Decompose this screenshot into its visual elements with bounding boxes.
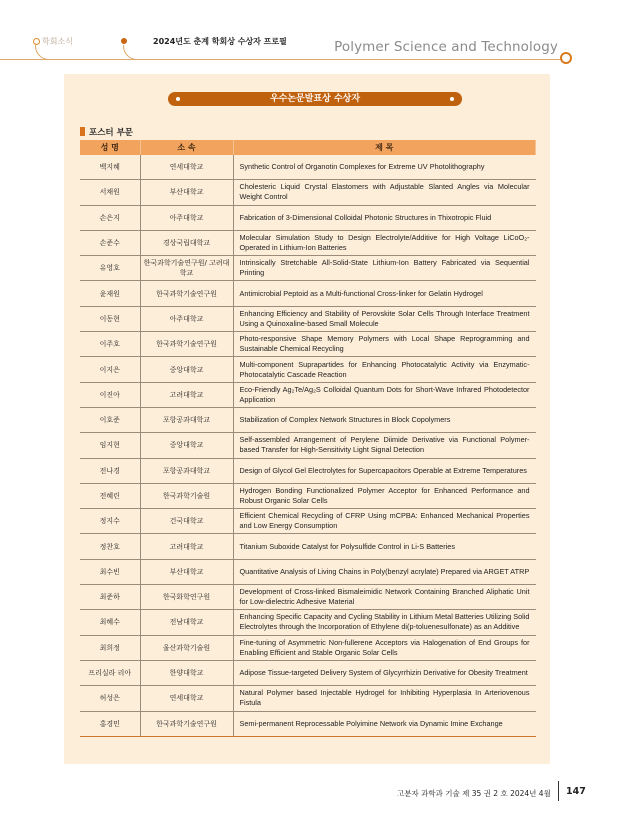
paper-title: Natural Polymer based Injectable Hydrogel for Inhibiting Hyperplasia In Arteriovenous Fistula bbox=[233, 686, 536, 711]
awardee-name: 윤재원 bbox=[80, 281, 140, 306]
paper-title: Cholesteric Liquid Crystal Elastomers with Adjustable Slanted Angles via Molecular Weight Control bbox=[233, 180, 536, 205]
paper-title: Fine-tuning of Asymmetric Non-fullerene Acceptors via Halogenation of End Groups for Enabling Efficient and Stable Organic Solar Cells bbox=[233, 635, 536, 660]
header-rule bbox=[0, 59, 565, 60]
table-row bbox=[80, 585, 536, 610]
breadcrumb-article: 2024년도 춘계 학회상 수상자 프로필 bbox=[153, 37, 287, 46]
table-row bbox=[80, 155, 536, 180]
paper-title: Molecular Simulation Study to Design Electrolyte/Additive for High Voltage LiCoO₂-Operated in Lithium-Ion Batteries bbox=[233, 230, 536, 255]
awardee-affiliation: 연세대학교 bbox=[140, 155, 233, 180]
awardee-name: 전혜린 bbox=[80, 483, 140, 508]
footer-divider bbox=[558, 781, 559, 801]
awardee-affiliation: 포항공과대학교 bbox=[140, 407, 233, 432]
awardee-affiliation: 연세대학교 bbox=[140, 686, 233, 711]
awardee-name: 이지은 bbox=[80, 357, 140, 382]
paper-title: Quantitative Analysis of Living Chains in Poly(benzyl acrylate) Prepared via ARGET ATRP bbox=[233, 559, 536, 584]
awardee-affiliation: 아주대학교 bbox=[140, 205, 233, 230]
awardee-name: 최희정 bbox=[80, 635, 140, 660]
table-header-row bbox=[80, 140, 536, 155]
awardees-table bbox=[80, 140, 536, 737]
awardee-name: 최준하 bbox=[80, 585, 140, 610]
awards-panel bbox=[64, 74, 550, 764]
awardee-name: 이진아 bbox=[80, 382, 140, 407]
paper-title: Eco-Friendly Ag₂Te/Ag₂S Colloidal Quantum Dots for Short-Wave Infrared Photodetector Application bbox=[233, 382, 536, 407]
table-row bbox=[80, 534, 536, 559]
paper-title: Hydrogen Bonding Functionalized Polymer Acceptor for Enhanced Performance and Robust Organic Solar Cells bbox=[233, 483, 536, 508]
footer-citation: 고분자 과학과 기술 제 35 권 2 호 2024년 4월 bbox=[397, 789, 551, 798]
table-row bbox=[80, 332, 536, 357]
table-row bbox=[80, 509, 536, 534]
banner-dot-icon bbox=[176, 97, 180, 101]
paper-title: Intrinsically Stretchable All-Solid-State Lithium-Ion Battery Fabricated via Sequential Printing bbox=[233, 256, 536, 281]
table-row bbox=[80, 458, 536, 483]
banner-title bbox=[168, 92, 462, 106]
table-row bbox=[80, 433, 536, 458]
table-row bbox=[80, 610, 536, 635]
awardee-name: 프리실라 리아 bbox=[80, 660, 140, 685]
section-square-icon bbox=[80, 127, 85, 136]
paper-title: Design of Glycol Gel Electrolytes for Supercapacitors Operable at Extreme Temperatures bbox=[233, 458, 536, 483]
paper-title: Self-assembled Arrangement of Perylene Diimide Derivative via Functional Polymer-based Transfer for High-Sensitivity Light Signal Detection bbox=[233, 433, 536, 458]
section-title: 포스터 부문 bbox=[89, 128, 134, 138]
banner-text: 우수논문발표상 수상자 bbox=[269, 94, 361, 104]
awardee-affiliation: 포항공과대학교 bbox=[140, 458, 233, 483]
awardee-name: 홍경민 bbox=[80, 711, 140, 736]
awardee-affiliation: 한국과학기술연구원/ 고려대학교 bbox=[140, 256, 233, 281]
paper-title: Efficient Chemical Recycling of CFRP Using mCPBA: Enhanced Mechanical Properties and Low Energy Consumption bbox=[233, 509, 536, 534]
column-header-title: 제 목 bbox=[233, 140, 536, 155]
table-row bbox=[80, 686, 536, 711]
awardee-name: 이동현 bbox=[80, 306, 140, 331]
awardee-affiliation: 부산대학교 bbox=[140, 180, 233, 205]
awardee-name: 서채원 bbox=[80, 180, 140, 205]
table-row bbox=[80, 281, 536, 306]
awardee-name: 손준수 bbox=[80, 230, 140, 255]
table-row bbox=[80, 180, 536, 205]
table-row bbox=[80, 407, 536, 432]
awardee-affiliation: 전남대학교 bbox=[140, 610, 233, 635]
paper-title: Titanium Suboxide Catalyst for Polysulfide Control in Li-S Batteries bbox=[233, 534, 536, 559]
paper-title: Multi-component Suprapartides for Enhancing Photocatalytic Activity via Enzymatic-Photocatalytic Cascade Reaction bbox=[233, 357, 536, 382]
paper-title: Fabrication of 3-Dimensional Colloidal Photonic Structures in Thixotropic Fluid bbox=[233, 205, 536, 230]
paper-title: Enhancing Specific Capacity and Cycling Stability in Lithium Metal Batteries Utilizing Solid Electrolytes through the Incorporation of Ethylene di(p-toluenesulfonate) as an Additive bbox=[233, 610, 536, 635]
awardee-affiliation: 울산과학기술원 bbox=[140, 635, 233, 660]
table-row bbox=[80, 483, 536, 508]
column-header-name: 성 명 bbox=[80, 140, 140, 155]
paper-title: Enhancing Efficiency and Stability of Perovskite Solar Cells Through Interface Treatment Using a Quinoxaline-based Small Molecule bbox=[233, 306, 536, 331]
awardee-affiliation: 경상국립대학교 bbox=[140, 230, 233, 255]
column-header-affiliation: 소 속 bbox=[140, 140, 233, 155]
table-row bbox=[80, 205, 536, 230]
awardee-name: 최혜수 bbox=[80, 610, 140, 635]
table-row bbox=[80, 559, 536, 584]
journal-name: Polymer Science and Technology bbox=[334, 39, 558, 55]
paper-title: Development of Cross-linked Bismaleimidic Network Containing Branched Aliphatic Unit for Low-dielectric Adhesive Material bbox=[233, 585, 536, 610]
awardee-affiliation: 중앙대학교 bbox=[140, 357, 233, 382]
awardee-name: 유영호 bbox=[80, 256, 140, 281]
table-row bbox=[80, 357, 536, 382]
rule-end-ring-icon bbox=[560, 52, 572, 64]
breadcrumb-section[interactable]: 학회소식 bbox=[42, 37, 73, 46]
awardee-affiliation: 한국과학기술원 bbox=[140, 483, 233, 508]
table-row bbox=[80, 711, 536, 736]
awardee-name: 정찬호 bbox=[80, 534, 140, 559]
table-row bbox=[80, 660, 536, 685]
paper-title: Synthetic Control of Organotin Complexes for Extreme UV Photolithography bbox=[233, 155, 536, 180]
awardee-name: 최수빈 bbox=[80, 559, 140, 584]
awardee-name: 백지혜 bbox=[80, 155, 140, 180]
awardee-name: 전나경 bbox=[80, 458, 140, 483]
table-row bbox=[80, 382, 536, 407]
awardee-name: 허성은 bbox=[80, 686, 140, 711]
awardee-name: 임지현 bbox=[80, 433, 140, 458]
paper-title: Antimicrobial Peptoid as a Multi-functional Cross-linker for Gelatin Hydrogel bbox=[233, 281, 536, 306]
awardee-affiliation: 아주대학교 bbox=[140, 306, 233, 331]
awardee-affiliation: 한양대학교 bbox=[140, 660, 233, 685]
awardee-affiliation: 중앙대학교 bbox=[140, 433, 233, 458]
banner-dot-icon bbox=[450, 97, 454, 101]
page-number: 147 bbox=[566, 786, 586, 797]
section-heading bbox=[80, 126, 133, 138]
breadcrumb-active-dot-icon bbox=[121, 38, 127, 44]
awardee-affiliation: 한국화학연구원 bbox=[140, 585, 233, 610]
decorative-curve bbox=[123, 45, 142, 60]
awardee-affiliation: 부산대학교 bbox=[140, 559, 233, 584]
table-row bbox=[80, 230, 536, 255]
awardee-affiliation: 고려대학교 bbox=[140, 534, 233, 559]
table-row bbox=[80, 256, 536, 281]
table-row bbox=[80, 635, 536, 660]
awardee-affiliation: 한국과학기술연구원 bbox=[140, 281, 233, 306]
awardee-name: 정지수 bbox=[80, 509, 140, 534]
awardee-affiliation: 한국과학기술연구원 bbox=[140, 711, 233, 736]
table-row bbox=[80, 306, 536, 331]
paper-title: Stabilization of Complex Network Structures in Block Copolymers bbox=[233, 407, 536, 432]
paper-title: Semi-permanent Reprocessable Polyimine Network via Dynamic Imine Exchange bbox=[233, 711, 536, 736]
awardee-affiliation: 한국과학기술연구원 bbox=[140, 332, 233, 357]
awardee-name: 이주호 bbox=[80, 332, 140, 357]
awardee-affiliation: 건국대학교 bbox=[140, 509, 233, 534]
awardee-name: 이호준 bbox=[80, 407, 140, 432]
awardee-affiliation: 고려대학교 bbox=[140, 382, 233, 407]
paper-title: Adipose Tissue-targeted Delivery System of Glycyrrhizin Derivative for Obesity Treatment bbox=[233, 660, 536, 685]
awardee-name: 손은지 bbox=[80, 205, 140, 230]
paper-title: Photo-responsive Shape Memory Polymers with Local Shape Reprogramming and Sustainable Chemical Recycling bbox=[233, 332, 536, 357]
